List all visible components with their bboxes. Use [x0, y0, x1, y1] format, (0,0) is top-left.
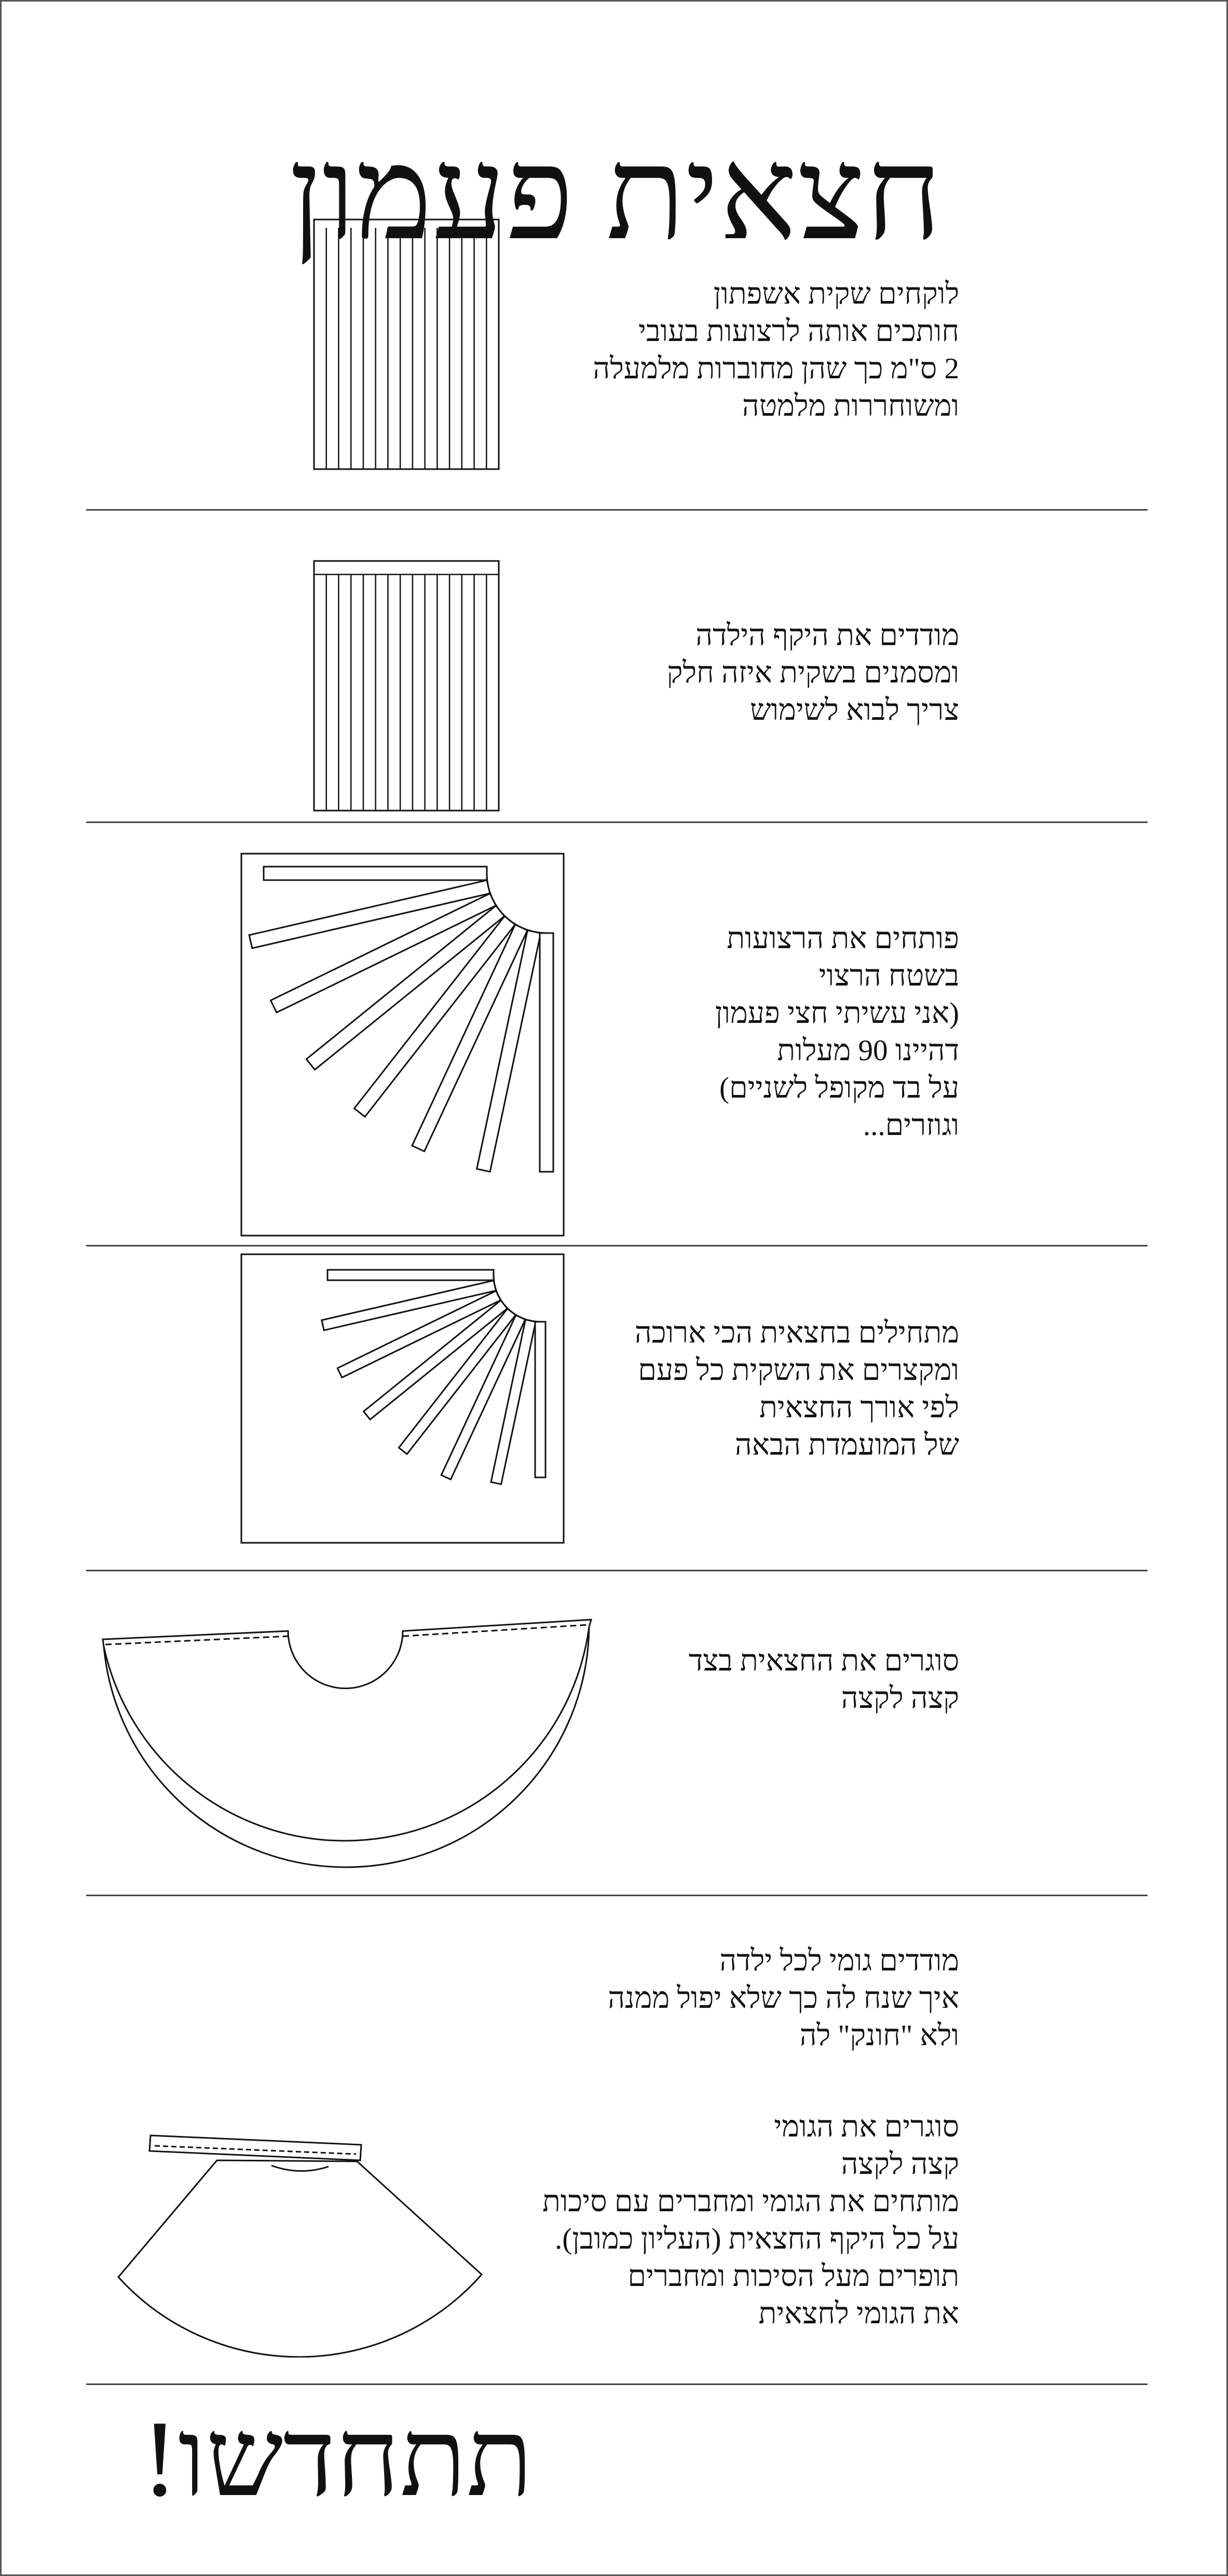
step-5-text: סוגרים את החצאית בצד קצה לקצה — [688, 1645, 959, 1715]
fanned-strips-drawing — [240, 853, 565, 1237]
divider — [86, 1570, 1148, 1571]
divider — [86, 821, 1148, 823]
divider — [86, 1245, 1148, 1246]
step-4-text: מתחילים בחצאית הכי ארוכה ומקצרים את השקית כל פעם לפי אורך החצאית של המועמדת הבאה — [634, 1317, 959, 1461]
step-1-text: לוקחים שקית אשפתון חותכים אותה לרצועות בעובי 2 ס"מ כך שהן מחוברות מלמעלה ומשוחררות מלמטה — [593, 278, 959, 422]
skirt-with-elastic-drawing — [113, 2124, 489, 2358]
step-2-text: מודדים את היקף הילדה ומסמנים בשקית איזה חלק צריך לבוא לשימוש — [666, 619, 959, 727]
divider — [86, 1895, 1148, 1896]
divider — [86, 2383, 1148, 2385]
step-3-text: פותחים את הרצועות בשטח הרצוי (אני עשיתי חצי פעמון דהיינו 90 מעלות על בד מקופל לשניים) וגוזרים... — [715, 922, 959, 1142]
graduated-strips-drawing — [240, 1253, 565, 1544]
step-6-text: מודדים גומי לכל ילדה איך שנח לה כך שלא יפול ממנה ולא "חונק" לה — [608, 1944, 959, 2052]
page-title: חצאית פעמון — [289, 122, 942, 267]
strip-bag-drawing-2 — [313, 560, 500, 812]
divider — [86, 509, 1148, 511]
closing-message: תתחדשו! — [142, 2399, 533, 2519]
closed-skirt-drawing — [95, 1605, 604, 1875]
strip-bag-drawing-1 — [313, 218, 500, 470]
step-7-text: סוגרים את הגומי קצה לקצה מותחים את הגומי ומחברים עם סיכות על כל היקף החצאית (העליון כמובן). תופרים מעל הסיכות ומחברים את הגומי לחצאית — [542, 2111, 959, 2330]
